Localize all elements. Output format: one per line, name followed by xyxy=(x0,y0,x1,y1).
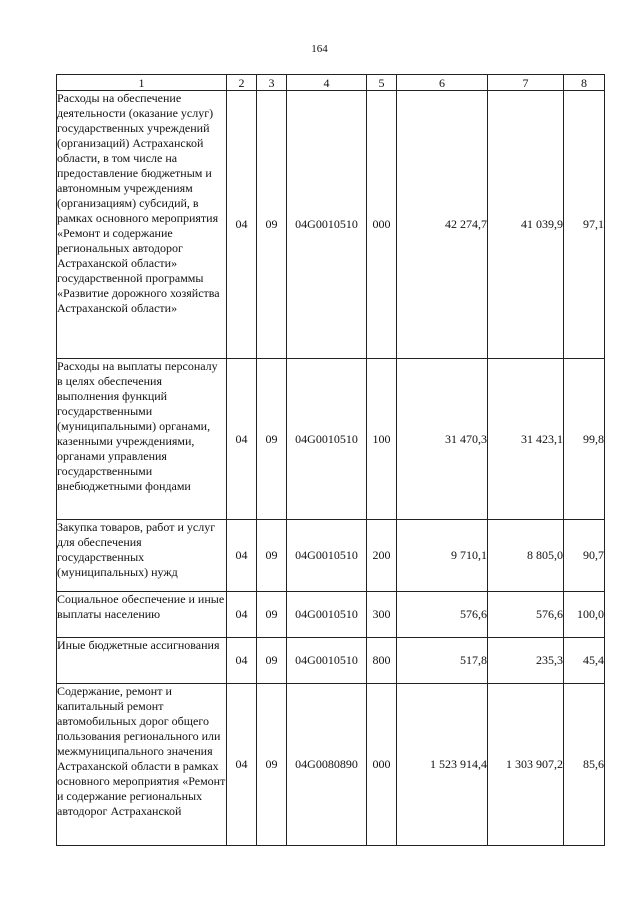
header-cell: 3 xyxy=(257,75,287,91)
budget-table xyxy=(56,74,605,846)
cell-subsection: 09 xyxy=(257,359,287,520)
cell-target-article: 04G0080890 xyxy=(287,684,367,846)
cell-executed: 31 423,1 xyxy=(488,359,564,520)
cell-percent: 99,8 xyxy=(564,359,605,520)
cell-target-article: 04G0010510 xyxy=(287,91,367,359)
cell-percent: 90,7 xyxy=(564,520,605,592)
row-name: Иные бюджетные ассигнования xyxy=(57,638,227,684)
cell-expense-type: 300 xyxy=(367,592,397,638)
cell-subsection: 09 xyxy=(257,638,287,684)
table-row xyxy=(57,638,605,684)
cell-target-article: 04G0010510 xyxy=(287,638,367,684)
cell-expense-type: 000 xyxy=(367,684,397,846)
page-number: 164 xyxy=(311,43,328,55)
row-name: Содержание, ремонт и капитальный ремонт автомобильных дорог общего пользования регионального или межмуниципального значения Астраханской области в рамках основного мероприятия «Ремонт и содержание региональных автодорог Астраханской xyxy=(57,684,227,846)
cell-expense-type: 100 xyxy=(367,359,397,520)
cell-target-article: 04G0010510 xyxy=(287,520,367,592)
row-name: Закупка товаров, работ и услуг для обеспечения государственных (муниципальных) нужд xyxy=(57,520,227,592)
cell-section: 04 xyxy=(227,638,257,684)
header-cell: 7 xyxy=(488,75,564,91)
cell-executed: 576,6 xyxy=(488,592,564,638)
cell-subsection: 09 xyxy=(257,592,287,638)
cell-planned: 517,8 xyxy=(397,638,488,684)
header-cell: 5 xyxy=(367,75,397,91)
table-row xyxy=(57,359,605,520)
header-cell: 1 xyxy=(57,75,227,91)
table-row xyxy=(57,684,605,846)
cell-executed: 8 805,0 xyxy=(488,520,564,592)
header-row xyxy=(57,75,605,91)
table-row xyxy=(57,592,605,638)
cell-section: 04 xyxy=(227,684,257,846)
header-cell: 2 xyxy=(227,75,257,91)
cell-percent: 97,1 xyxy=(564,91,605,359)
row-name: Расходы на выплаты персоналу в целях обеспечения выполнения функций государственными (муниципальными) органами, казенными учреждениями, органами управления государственными внебюджетными фондами xyxy=(57,359,227,520)
table-row xyxy=(57,91,605,359)
cell-section: 04 xyxy=(227,520,257,592)
cell-expense-type: 200 xyxy=(367,520,397,592)
header-cell: 4 xyxy=(287,75,367,91)
cell-subsection: 09 xyxy=(257,520,287,592)
cell-expense-type: 000 xyxy=(367,91,397,359)
cell-percent: 85,6 xyxy=(564,684,605,846)
cell-target-article: 04G0010510 xyxy=(287,359,367,520)
cell-section: 04 xyxy=(227,359,257,520)
cell-executed: 41 039,9 xyxy=(488,91,564,359)
cell-planned: 9 710,1 xyxy=(397,520,488,592)
cell-percent: 100,0 xyxy=(564,592,605,638)
row-name: Расходы на обеспечение деятельности (оказание услуг) государственных учреждений (организаций) Астраханской области, в том числе на предоставление бюджетным и автономным учреждениям (организациям) субсидий, в рамках основного мероприятия «Ремонт и содержание региональных автодорог Астраханской области» государственной программы «Развитие дорожного хозяйства Астраханской области» xyxy=(57,91,227,359)
cell-section: 04 xyxy=(227,592,257,638)
cell-percent: 45,4 xyxy=(564,638,605,684)
cell-executed: 235,3 xyxy=(488,638,564,684)
cell-planned: 42 274,7 xyxy=(397,91,488,359)
header-cell: 6 xyxy=(397,75,488,91)
cell-subsection: 09 xyxy=(257,91,287,359)
cell-target-article: 04G0010510 xyxy=(287,592,367,638)
cell-planned: 31 470,3 xyxy=(397,359,488,520)
cell-subsection: 09 xyxy=(257,684,287,846)
row-name: Социальное обеспечение и иные выплаты населению xyxy=(57,592,227,638)
header-cell: 8 xyxy=(564,75,605,91)
cell-planned: 1 523 914,4 xyxy=(397,684,488,846)
cell-planned: 576,6 xyxy=(397,592,488,638)
table-row xyxy=(57,520,605,592)
cell-executed: 1 303 907,2 xyxy=(488,684,564,846)
cell-section: 04 xyxy=(227,91,257,359)
cell-expense-type: 800 xyxy=(367,638,397,684)
